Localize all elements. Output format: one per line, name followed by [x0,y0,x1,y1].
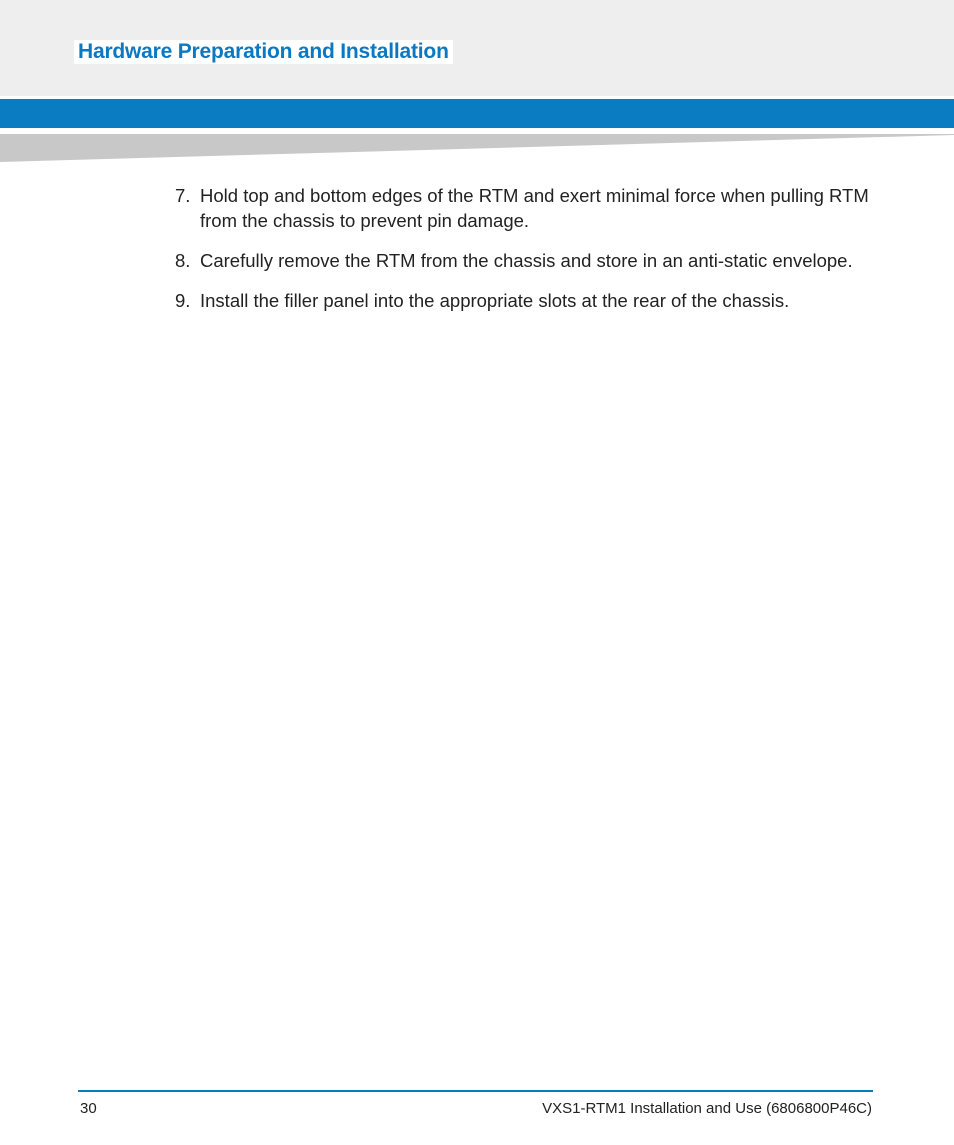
list-item [175,288,885,313]
step-number: 8. [175,250,191,271]
list-item [175,183,885,233]
page-number: 30 [80,1100,97,1117]
footer-rule [78,1090,873,1092]
step-number: 9. [175,290,191,311]
step-text: Carefully remove the RTM from the chassis and store in an anti-static envelope. [200,250,853,271]
list-item [175,248,885,273]
header-blue-bar [0,99,954,128]
step-number: 7. [175,185,191,206]
header-grey-wedge [0,131,954,163]
chapter-title: Hardware Preparation and Installation [74,40,453,64]
step-text: Hold top and bottom edges of the RTM and exert minimal force when pulling RTM from the chassis to prevent pin damage. [200,185,869,231]
step-text: Install the filler panel into the appropriate slots at the rear of the chassis. [200,290,790,311]
document-title: VXS1-RTM1 Installation and Use (6806800P46C) [542,1100,872,1117]
instruction-list [175,183,885,328]
